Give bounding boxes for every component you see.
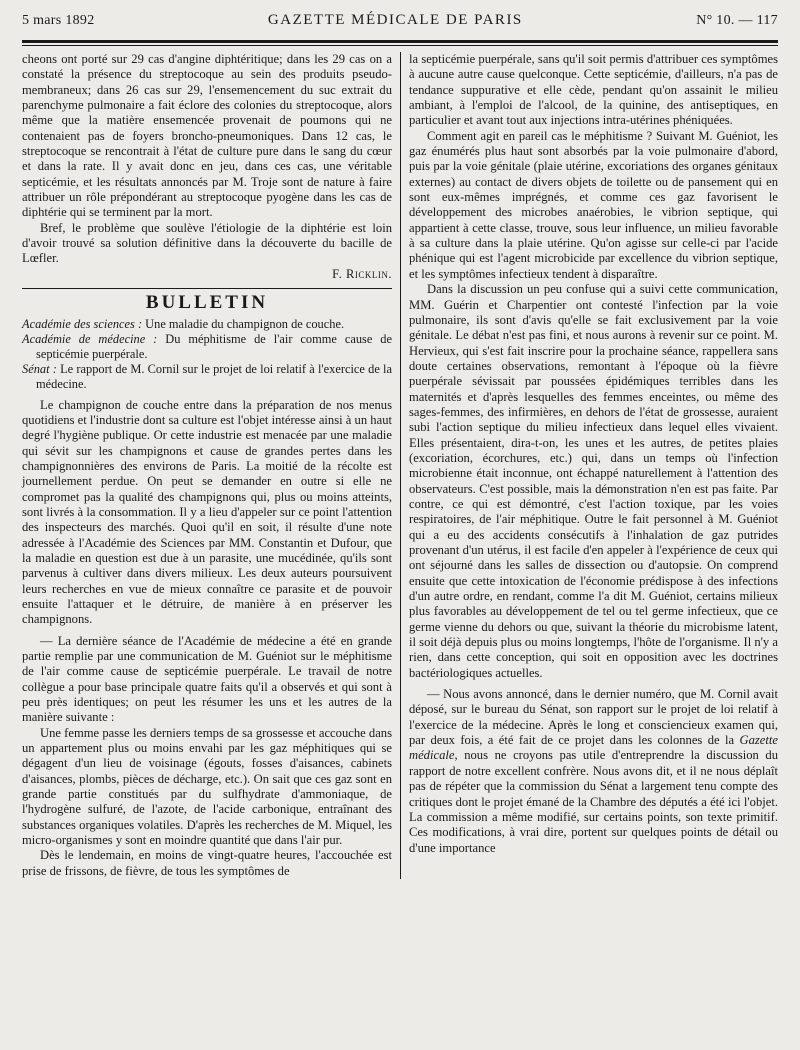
signature-name: F. Ricklin. <box>332 266 392 281</box>
left-paragraph-3: Le champignon de couche entre dans la préparation de nos menus quotidiens et l'industrie dont sa culture est l'objet intéresse ainsi à un haut degré l'hygiène publique. Or cette industrie est menacée par une maladie qui sévit sur les champignons et cause de grandes pertes dans les champignonnières des environs de Paris. La moitié de la récolte est journellement perdue. On peut se demander en outre si elle ne compromet pas la qualité des champignons qui, plus ou moins atteints, sont livrés à la consommation. Il y a lieu d'appeler sur ce point l'attention des inspecteurs des marchés. Quoi qu'il en soit, il résulte d'une note adressée à l'Académie des Sciences par MM. Constantin et Dufour, que la maladie en question est due à un parasite, une mucédinée, qu'ils sont parvenus à cultiver dans divers milieux. Les deux auteurs poursuivent leurs recherches en vue de mieux connaître ce parasite et de pouvoir ensuite l'attaquer et le détruire, de manière à en préserver les champignons. <box>22 397 392 627</box>
bulletin-heading: BULLETIN <box>145 292 269 314</box>
running-header <box>22 12 778 34</box>
header-rule-thick <box>22 40 778 43</box>
bulletin-summary <box>22 317 392 392</box>
summary-text: Du méphitisme de l'air comme cause de septicémie puerpérale. <box>36 331 392 361</box>
left-paragraph-6: Dès le lendemain, en moins de vingt-quatre heures, l'accouchée est prise de frissons, de fièvre, de tous les symptômes de <box>22 848 392 878</box>
signature <box>22 267 392 282</box>
summary-label: Académie des sciences : <box>22 316 143 331</box>
summary-label: Académie de médecine : <box>22 331 158 346</box>
right-paragraph-2: Comment agit en pareil cas le méphitisme ? Suivant M. Guéniot, les gaz énumérés plus haut sont absorbés par la voie pulmonaire d'abord, puis par la voie génitale (plaie utérine, excoriations des organes génitaux externes) au contact de divers objets de toilette ou de pansement qui en sont eux-mêmes imprégnés, et comme ces gaz favorisent le développement des microbes anaérobies, le vibrion septique, qui appartient à cette classe, trouve, sous leur influence, un milieu favorable à sa culture dans la plaie utérine. Qu'on agisse sur celle-ci par l'acide phénique qui est l'agent microbicide par excellence du vibrion septique, et les symptômes infectieux tendent à disparaître. <box>409 128 778 281</box>
header-date: 5 mars 1892 <box>22 13 95 28</box>
summary-item-sciences <box>22 317 392 332</box>
left-paragraph-1: cheons ont porté sur 29 cas d'angine diphtéritique; dans les 29 cas on a constaté la présence du streptocoque au sein des produits pseudo-membraneux; dans 26 cas sur 29, l'ensemencement du suc extrait du parenchyme pulmonaire a fait éclore des colonies du streptocoque, alors même que la matière ensemencée provenait de poumons qui ne contenaient pas de foyers broncho-pneumoniques. Dans 12 cas, le streptocoque se rencontrait à l'état de culture pure dans le sang du cœur et dans la rate. Il y avait donc en jeu, dans ces cas, une véritable septicémie, et les résultats annoncés par M. Troje sont de nature à faire attribuer un rôle prépondérant au streptocoque pyogène dans les cas de diphtérie qui se terminent par la mort. <box>22 52 392 220</box>
right-paragraph-3: Dans la discussion un peu confuse qui a suivi cette communication, MM. Guérin et Charpentier ont contesté l'infection par la voie pulmonaire, ils sont d'avis qu'elle se fait exclusivement par la voie génitale. Le débat n'est pas fini, et nous aurons à revenir sur ce point. M. Hervieux, qui s'est fait inscrire pour la prochaine séance, rappellera sans doute certaines observations, remontant à l'époque où la fièvre puerpérale sévissait par poussées épidémiques terribles dans les maternités et d'après lesquelles des femmes enceintes, ou même des sages-femmes, des infirmières, en dehors de l'état de grossesse, auraient subi l'action septique du milieu infectieux dans lequel elles vivaient. Elles présentaient, dira-t-on, les unes et les autres, de petites plaies (excoriation, écorchures, etc.) qui, dans un temps où l'infection microbienne était inconnue, ont échappé naturellement à l'attention des observateurs. C'est possible, mais la démonstration n'en est pas faite. Par contre, ce qui est démontré, c'est l'action toxique, par les voies respiratoires, de l'air méphitique. Outre le fait personnel à M. Guéniot qui a eu des accidents consécutifs à l'inhalation de gaz putrides provenant d'un utérus, il est facile d'en appeler à l'expérience de ceux qui ont séjourné dans les salles de dissection ou d'autopsie. On comprend ensuite que cette intoxication de l'économie prédispose à des infections d'un autre ordre, en rendant, comme l'a dit M. Guéniot, certains milieux plus favorables au développement de tel ou tel germe infectieux, que ce germe vienne du dehors ou que, suivant la théorie du microbisme latent, il soit déjà depuis plus ou moins longtemps, l'hôte de l'organisme. Il n'y a rien, dans cette conception, qui soit en opposition avec les doctrines bactériologiques actuelles. <box>409 282 778 680</box>
summary-label: Sénat : <box>22 361 57 376</box>
right-column <box>400 52 778 879</box>
journal-title: GAZETTE MÉDICALE DE PARIS <box>267 12 523 28</box>
left-paragraph-4: — La dernière séance de l'Académie de médecine a été en grande partie remplie par une communication de M. Guéniot sur le méphitisme de l'air comme cause de septicémie puerpérale. Le travail de notre collègue a pour base principale quatre faits qu'il a observés et qui sont à peu près identiques; on peut les résumer les uns et les autres de la manière suivante : <box>22 633 392 725</box>
summary-text: Une maladie du champignon de couche. <box>142 316 345 331</box>
right-paragraph-4 <box>409 687 778 856</box>
summary-item-senat <box>22 362 392 392</box>
summary-text: Le rapport de M. Cornil sur le projet de loi relatif à l'exercice de la médecine. <box>36 361 392 391</box>
header-rule-thin <box>22 45 778 46</box>
issue-page-number: N° 10. — 117 <box>696 13 778 28</box>
left-column <box>22 52 400 879</box>
left-paragraph-2: Bref, le problème que soulève l'étiologie de la diphtérie est loin d'avoir trouvé sa solution définitive dans la découverte du bacille de Lœfler. <box>22 220 392 266</box>
journal-name-italic: Gazette médicale <box>409 733 778 763</box>
right-paragraph-1: la septicémie puerpérale, sans qu'il soit permis d'attribuer ces symptômes à aucune autre cause quelconque. Cette septicémie, d'ailleurs, n'a pas de tendance suppurative et elle cède, pendant qu'on assainit le milieu ambiant, à l'emploi de l'alcool, de la quinine, des antiseptiques, en particulier et avant tout aux injections intra-utérines phéniquées. <box>409 52 778 128</box>
left-paragraph-5: Une femme passe les derniers temps de sa grossesse et accouche dans un appartement plus ou moins envahi par les gaz méphitiques qui se dégagent d'un lieu de voisinage (égouts, fosses d'aisances, cabinets d'aisances, plombs, pièces de décharge, etc.). On sait que ces gaz sont en grande partie constitués par du sulfhydrate d'ammoniaque, de l'hydrogène sulfuré, de l'azote, de l'acide carbonique, entraînant des substances organiques volatiles. D'après les recherches de M. Miquel, les micro-organismes y sont en moindre quantité que dans l'air pur. <box>22 725 392 848</box>
section-rule <box>22 288 392 289</box>
summary-item-medecine <box>22 332 392 362</box>
right-paragraph-4-start: — Nous avons annoncé, dans le dernier numéro, que M. Cornil avait déposé, sur le bureau du Sénat, son rapport sur le projet de loi relatif à l'exercice de la médecine. Après le long et consciencieux examen qui, par deux fois, a été fait de ce projet dans les colonnes de la <box>409 687 778 748</box>
two-column-body <box>22 52 778 879</box>
right-paragraph-4-end: , nous ne croyons pas utile d'entreprendre la discussion du rapport de notre excellent confrère. Nous avons dit, et il ne nous déplaît pas de répéter que la commission du Sénat a largement tenu compte des critiques dont le projet émané de la Chambre des députés a été ici l'objet. La commission a même modifié, sur certains points, son texte primitif. Ces modifications, à vrai dire, portent sur quelques points de détail ou d'une importance <box>409 748 778 855</box>
